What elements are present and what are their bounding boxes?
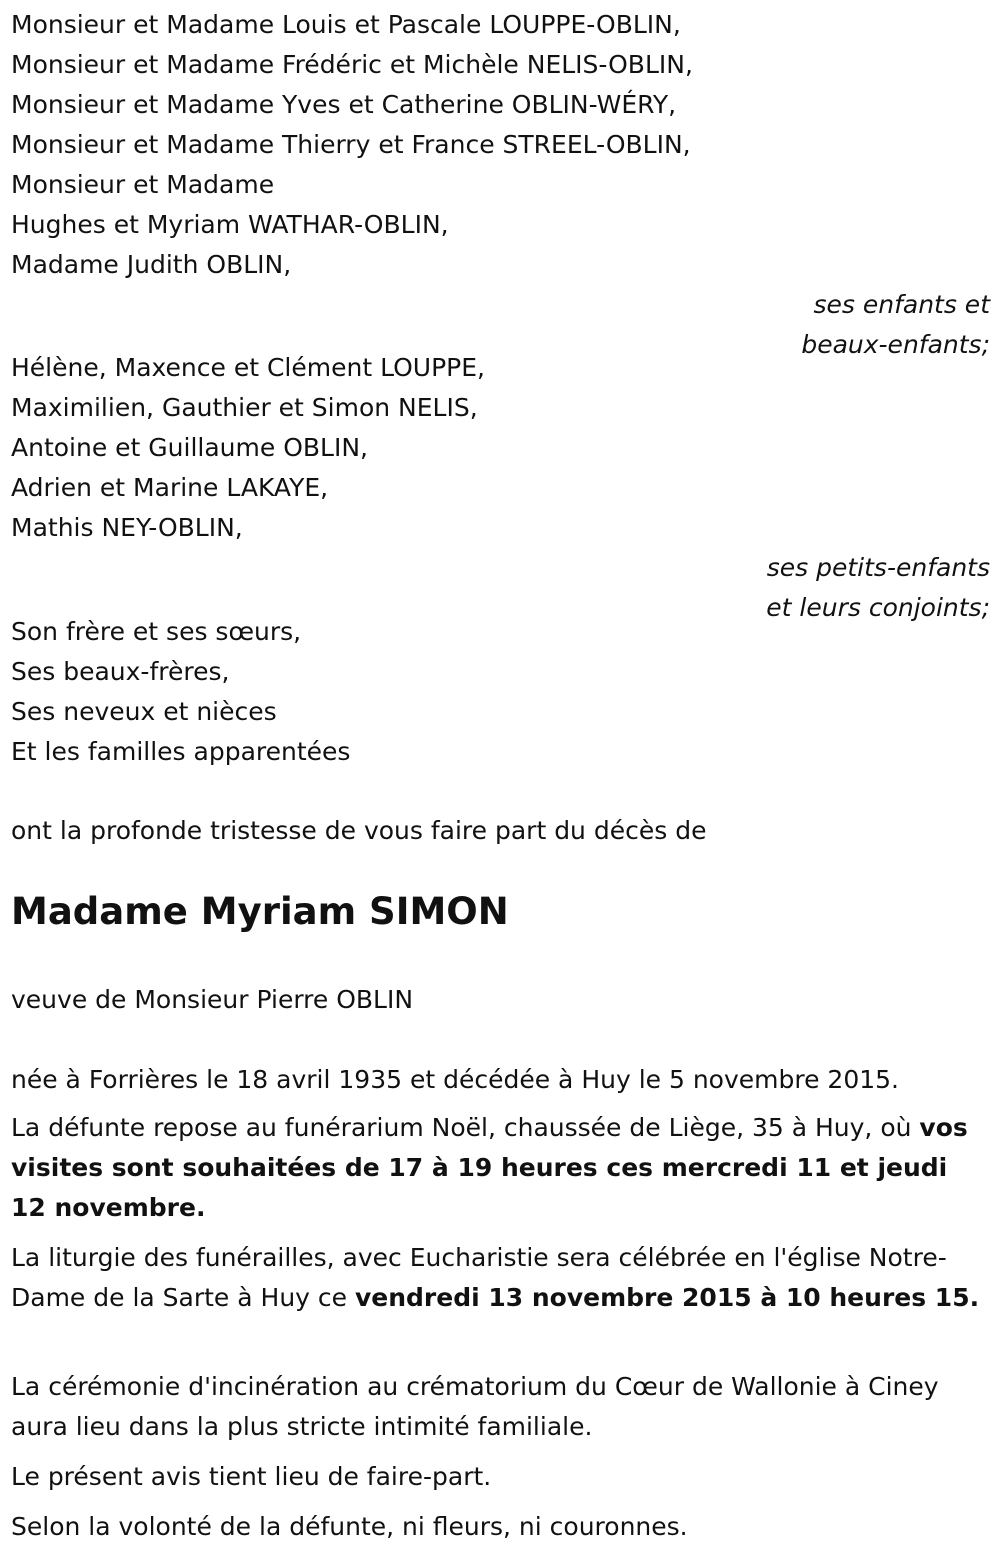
children-role: beaux-enfants; [801,330,990,359]
announcement-text: ont la profonde tristesse de vous faire part du décès de [11,816,707,845]
deceased-block [11,890,990,934]
flowers-text: Selon la volonté de la défunte, ni fleurs, ni couronnes. [11,1512,688,1541]
grandchildren-role: et leurs conjoints; [766,593,990,622]
grandchildren-line: Antoine et Guillaume OBLIN, [11,433,368,462]
family-line: Son frère et ses sœurs, [11,617,302,646]
children-line: Monsieur et Madame Frédéric et Michèle NELIS-OBLIN, [11,50,693,79]
visitation-text: La défunte repose au funérarium Noël, chaussée de Liège, 35 à Huy, où [11,1113,920,1142]
liturgy-text: La liturgie des funérailles, avec Eucharistie sera célébrée en l'église Notre-Dame de la Sarte à Huy ce [11,1243,947,1312]
grandchildren-line: Adrien et Marine LAKAYE, [11,473,329,502]
birth-death-text: née à Forrières le 18 avril 1935 et décédée à Huy le 5 novembre 2015. [11,1065,899,1094]
children-line: Monsieur et Madame Louis et Pascale LOUPPE-OBLIN, [11,10,681,39]
visitation-hours: vos visites sont souhaitées de 17 à 19 heures ces mercredi 11 et jeudi 12 novembre. [11,1113,968,1222]
liturgy-paragraph [11,1238,990,1318]
widow-block [11,980,990,1020]
liturgy-date: vendredi 13 novembre 2015 à 10 heures 15. [354,1283,980,1312]
children-line: Monsieur et Madame Yves et Catherine OBLIN-WÉRY, [11,90,677,119]
children-line: Monsieur et Madame [11,170,275,199]
children-line: Monsieur et Madame Thierry et France STREEL-OBLIN, [11,130,691,159]
notice-text: Le présent avis tient lieu de faire-part. [11,1462,492,1491]
grandchildren-list [11,348,990,628]
deceased-name: Madame Myriam SIMON [11,890,509,933]
children-role: ses enfants et [813,290,990,319]
family-line: Ses beaux-frères, [11,657,230,686]
children-list [11,5,990,365]
details-block [11,1060,990,1100]
family-line: Et les familles apparentées [11,737,351,766]
grandchildren-role: ses petits-enfants [766,553,990,582]
visitation-paragraph [11,1108,990,1228]
grandchildren-line: Hélène, Maxence et Clément LOUPPE, [11,353,485,382]
family-line: Ses neveux et nièces [11,697,277,726]
cremation-text: La cérémonie d'incinération au crématorium du Cœur de Wallonie à Ciney aura lieu dans la plus stricte intimité familiale. [11,1372,939,1441]
grandchildren-line: Maximilien, Gauthier et Simon NELIS, [11,393,478,422]
cremation-paragraph [11,1367,990,1447]
flowers-block [11,1507,990,1547]
family-list [11,612,990,772]
notice-block [11,1457,990,1497]
children-line: Hughes et Myriam WATHAR-OBLIN, [11,210,449,239]
children-line: Madame Judith OBLIN, [11,250,292,279]
widow-of-text: veuve de Monsieur Pierre OBLIN [11,985,414,1014]
grandchildren-line: Mathis NEY-OBLIN, [11,513,243,542]
announcement-block [11,811,990,851]
